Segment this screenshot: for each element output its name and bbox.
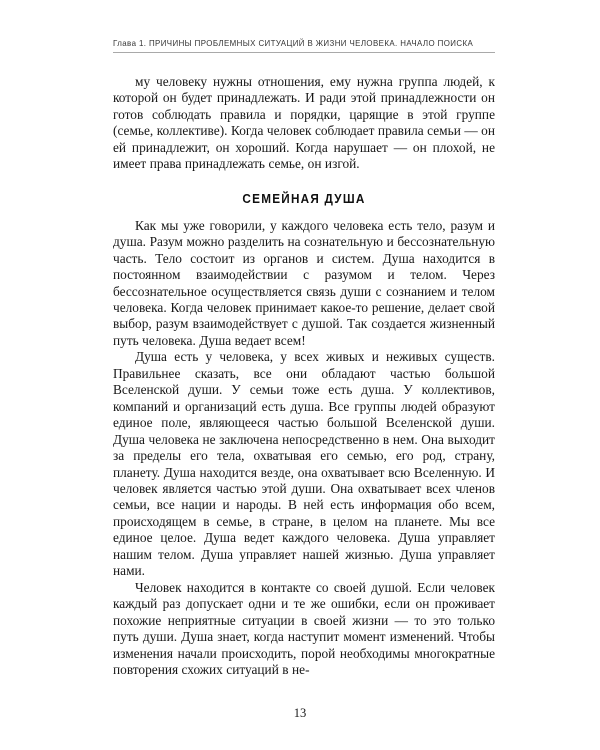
page-number: 13 xyxy=(293,706,307,720)
section-heading: СЕМЕЙНАЯ ДУША xyxy=(242,191,366,206)
paragraph-3: Душа есть у человека, у всех живых и неживых существ. Правильнее сказать, все они обладают частью большой Вселенской души. У семьи тоже есть душа. У коллективов, компаний и организаций есть душа. Все группы людей образуют единое поле, являющееся частью большой Вселенской души. Душа человека не заключена непосредственно в нем. Она выходит за пределы его тела, охватывая его семью, его род, страну, планету. Душа находится везде, она охватывает всю Вселенную. И человек является частью этой души. Она охватывает всех членов семьи, все нации и народы. В ней есть информация обо всем, происходящем в семье, в стране, в целом на планете. Мы все единое целое. Душа ведет каждого человека. Душа управляет нашим телом. Душа управляет нашей жизнью. Душа управляет нами. xyxy=(113,349,495,579)
paragraph-2: Как мы уже говорили, у каждого человека есть тело, разум и душа. Разум можно разделить на сознательную и бессознательную часть. Тело состоит из органов и систем. Душа находится в постоянном взаимодействии с разумом и телом. Через бессознательное осуществляется связь души с сознанием и телом человека. Когда человек принимает какое-то решение, делает свой выбор, разум взаимодействует с душой. Так создается жизненный путь человека. Душа ведает всем! xyxy=(113,217,495,348)
paragraph-4: Человек находится в контакте со своей душой. Если человек каждый раз допускает одни и те же ошибки, если он проживает похожие неприятные ситуации в своей жизни — то это только путь души. Душа знает, когда наступит момент изменений. Чтобы изменения начали происходить, порой необходимы многократные повторения схожих ситуаций в не- xyxy=(113,579,495,677)
running-header-text: Глава 1. ПРИЧИНЫ ПРОБЛЕМНЫХ СИТУАЦИЙ В ЖИЗНИ ЧЕЛОВЕКА. НАЧАЛО ПОИСКА xyxy=(113,39,474,48)
text-column xyxy=(113,74,495,678)
running-header-rule xyxy=(113,52,495,53)
paragraph-continued: му человеку нужны отношения, ему нужна группа людей, к которой он будет принадлежать. И ради этой принадлежности он готов соблюдать правила и порядки, царящие в этой группе (семье, коллективе). Когда человек соблюдает правила семьи — он ей принадлежит, он хороший. Когда нарушает — он плохой, не имеет права принадлежать семье, он изгой. xyxy=(113,74,495,172)
running-header xyxy=(113,38,495,53)
